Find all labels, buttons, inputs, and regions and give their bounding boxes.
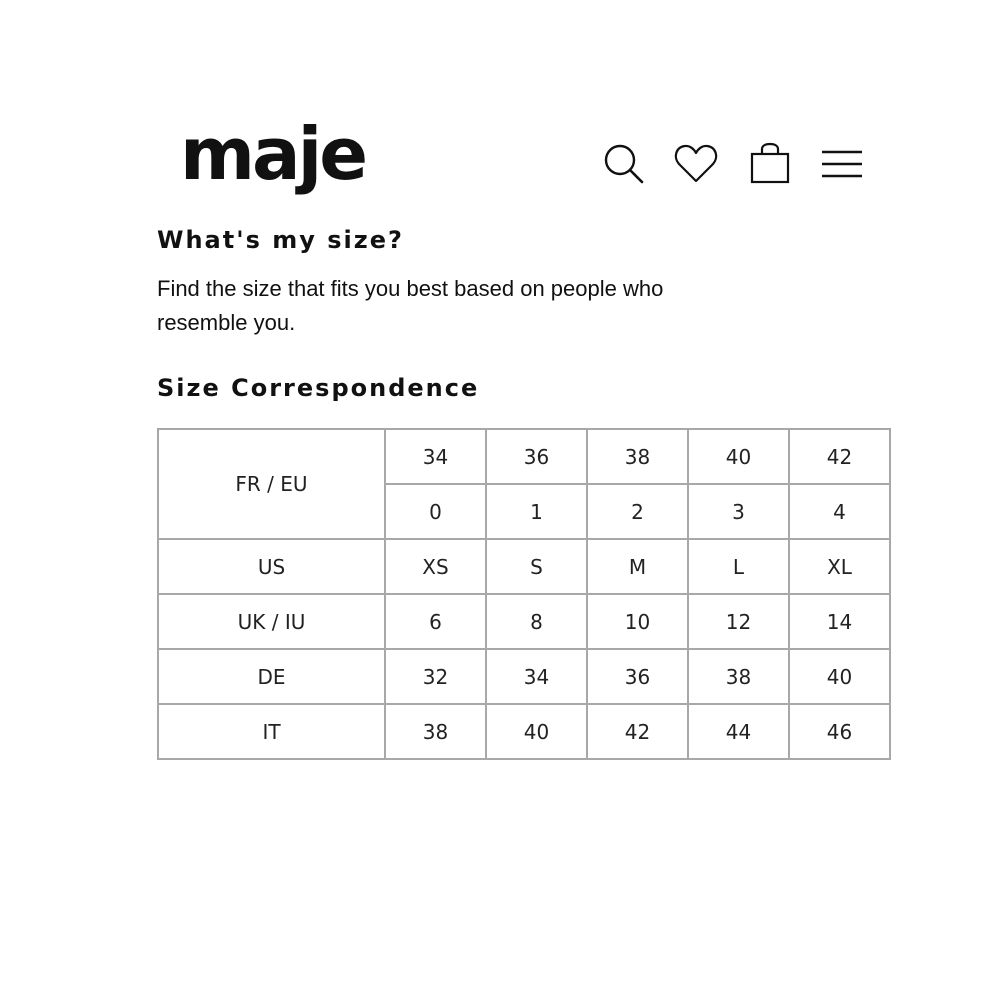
table-cell: XL [789, 539, 890, 594]
page-title: What's my size? [157, 226, 404, 254]
table-cell: 38 [385, 704, 486, 759]
table-cell: 36 [587, 649, 688, 704]
table-cell: 1 [486, 484, 587, 539]
table-cell: 12 [688, 594, 789, 649]
table-cell: S [486, 539, 587, 594]
table-cell: 40 [789, 649, 890, 704]
table-row [158, 649, 890, 704]
table-cell: 42 [789, 429, 890, 484]
heart-icon[interactable] [672, 140, 720, 188]
table-cell: 4 [789, 484, 890, 539]
table-row [158, 704, 890, 759]
row-label-us: US [158, 539, 385, 594]
table-cell: 46 [789, 704, 890, 759]
row-label-de: DE [158, 649, 385, 704]
table-cell: 40 [688, 429, 789, 484]
menu-icon[interactable] [818, 140, 866, 188]
table-cell: 42 [587, 704, 688, 759]
table-cell: 10 [587, 594, 688, 649]
table-cell: 34 [385, 429, 486, 484]
size-correspondence-table [157, 428, 891, 760]
header-actions [600, 140, 865, 190]
table-cell: L [688, 539, 789, 594]
row-label-it: IT [158, 704, 385, 759]
page-description: Find the size that fits you best based on people who resemble you. [157, 276, 664, 335]
table-row [158, 429, 890, 484]
table-cell: 40 [486, 704, 587, 759]
table-cell: 14 [789, 594, 890, 649]
table-cell: M [587, 539, 688, 594]
table-cell: 2 [587, 484, 688, 539]
row-label-fr-eu: FR / EU [158, 429, 385, 539]
table-row [158, 539, 890, 594]
table-cell: 36 [486, 429, 587, 484]
row-label-uk-iu: UK / IU [158, 594, 385, 649]
table-row [158, 594, 890, 649]
table-cell: 38 [587, 429, 688, 484]
table-cell: 0 [385, 484, 486, 539]
size-table-title: Size Correspondence [157, 374, 480, 402]
table-cell: 34 [486, 649, 587, 704]
table-cell: 3 [688, 484, 789, 539]
table-cell: 8 [486, 594, 587, 649]
table-cell: 32 [385, 649, 486, 704]
table-cell: 44 [688, 704, 789, 759]
table-cell: XS [385, 539, 486, 594]
table-cell: 38 [688, 649, 789, 704]
bag-icon[interactable] [746, 140, 794, 188]
brand-logo[interactable]: maje [180, 112, 366, 196]
table-cell: 6 [385, 594, 486, 649]
search-icon[interactable] [600, 140, 648, 188]
